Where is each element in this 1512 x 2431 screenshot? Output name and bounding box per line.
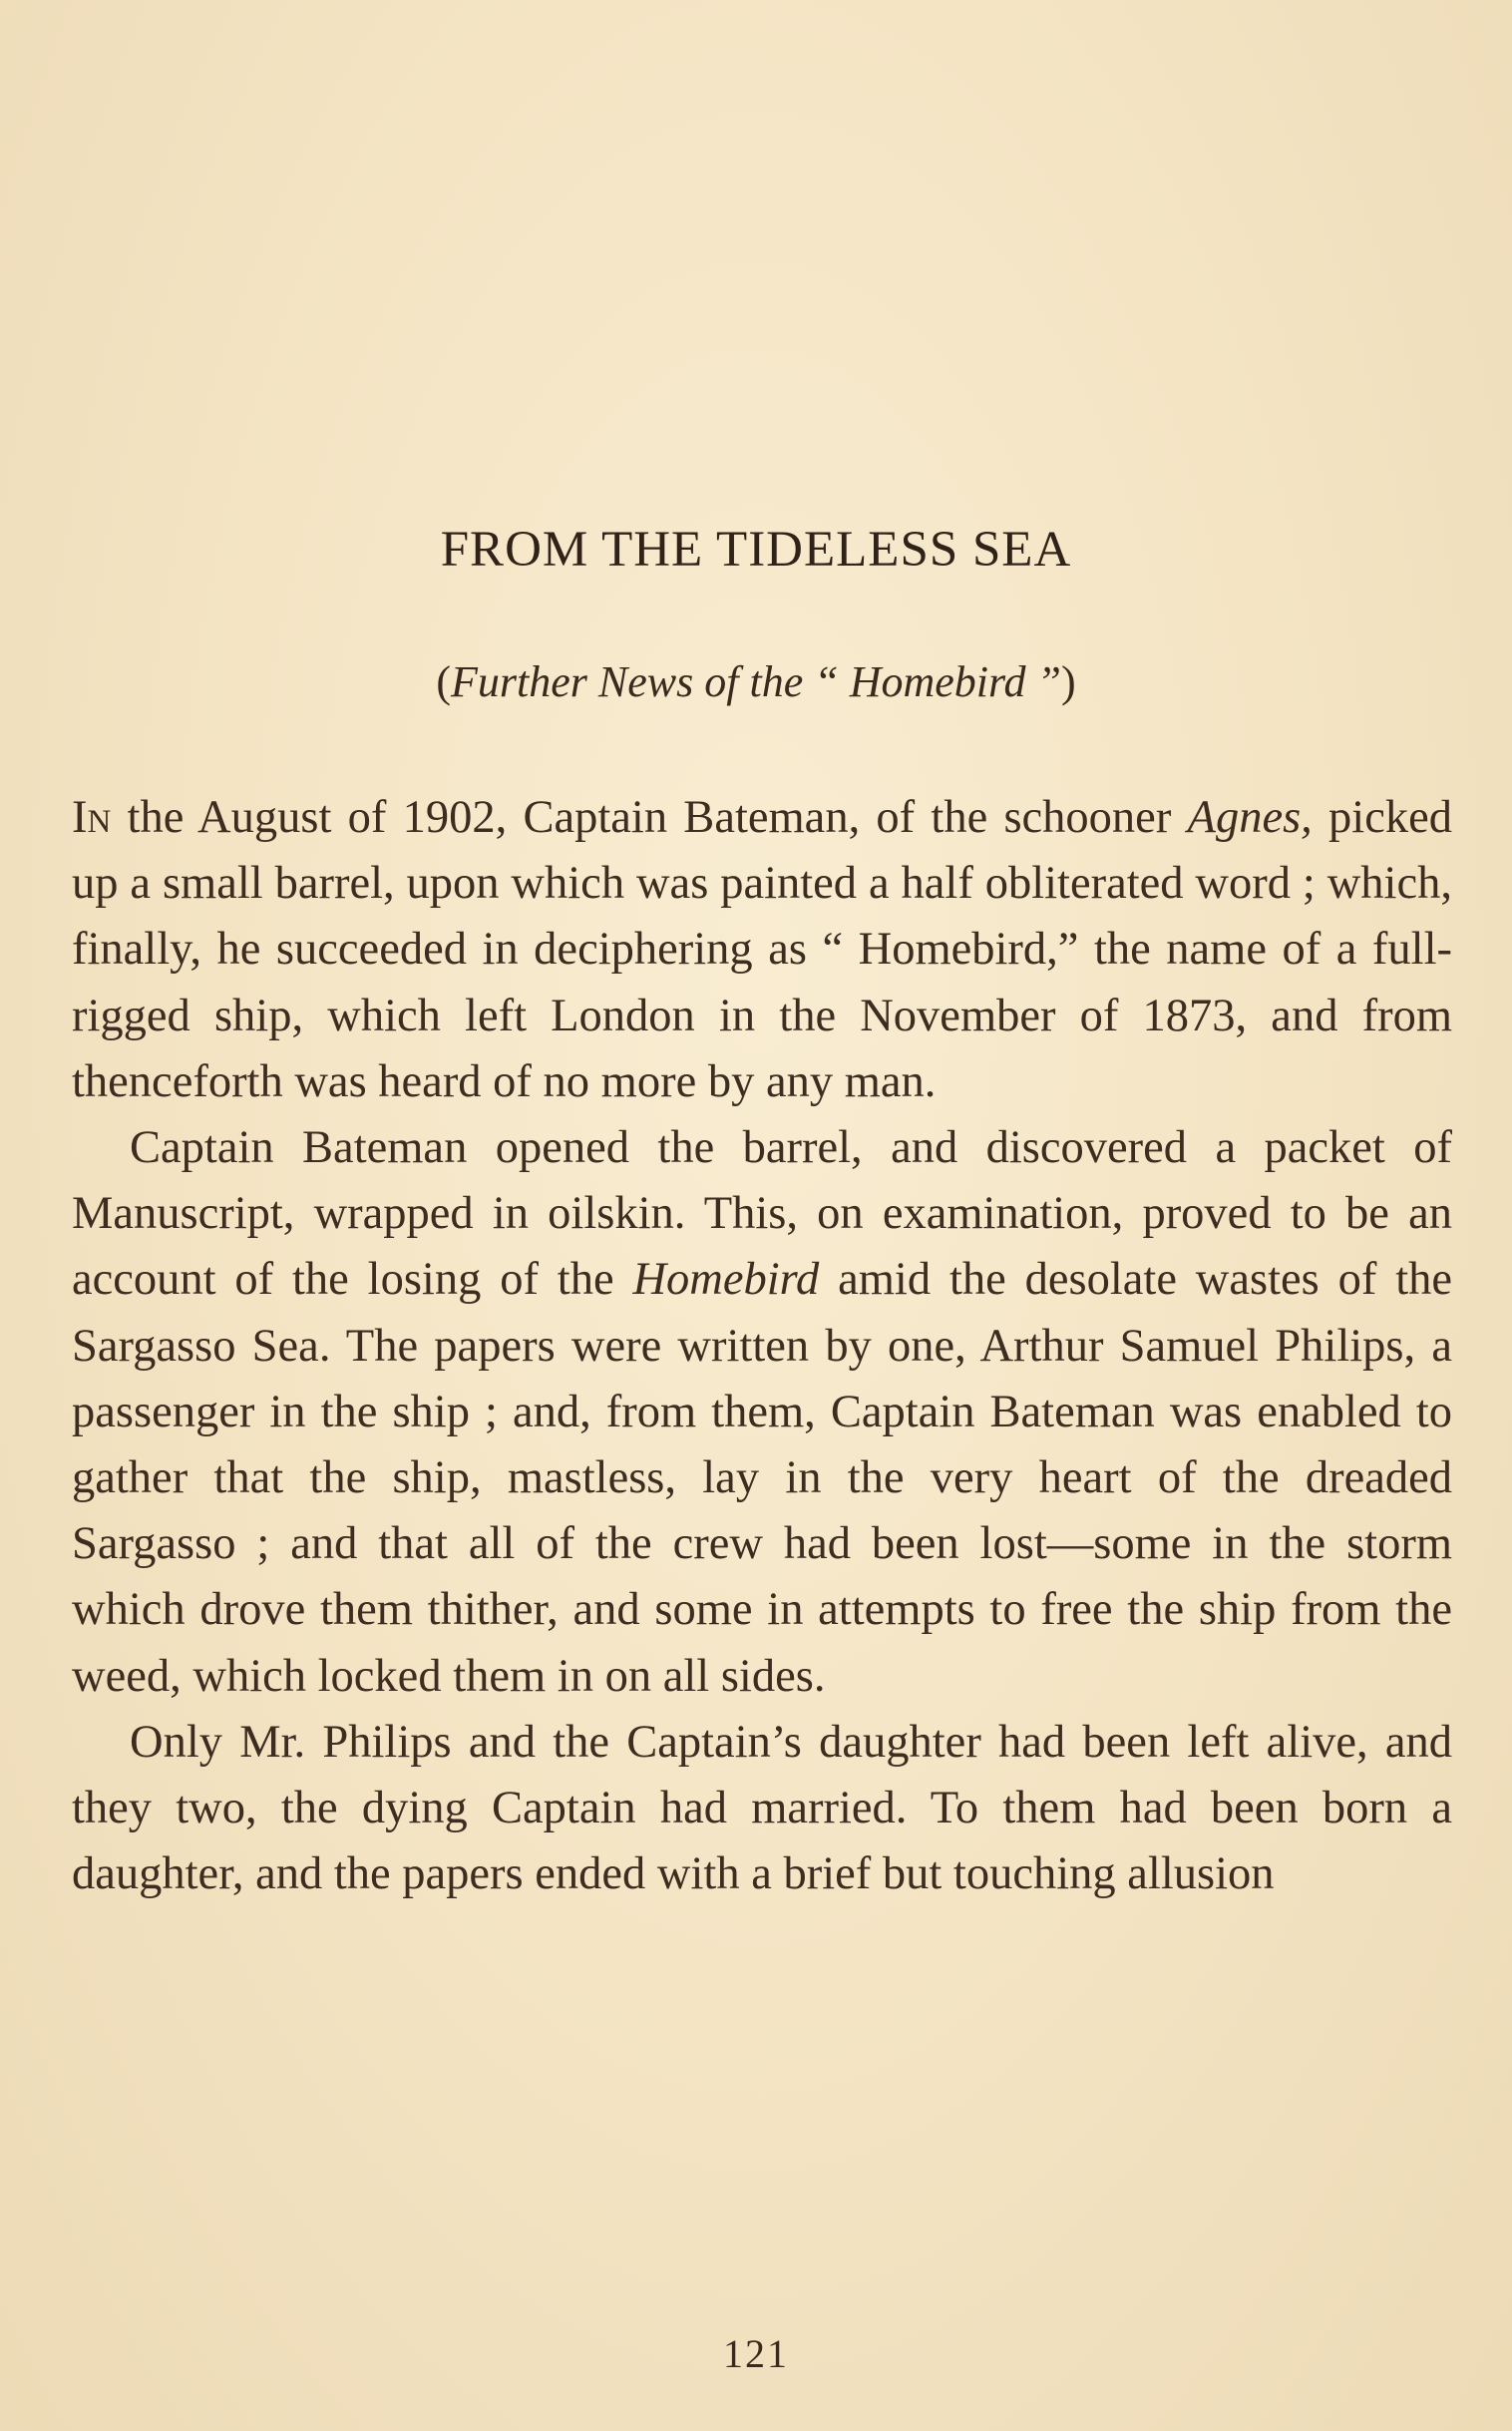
paragraph-segment: the August of 1902, Captain Bateman, of the schooner (111, 792, 1188, 843)
ship-name-homebird: Homebird (632, 1254, 820, 1306)
ship-name-agnes: Agnes, (1187, 792, 1313, 843)
paragraph-segment: amid the desolate wastes of the Sargasso Sea. The papers were written by one, Arthur Samuel Philips, a passenger in the ship ; and, from them, Captain Bateman was enabled to gather that the ship, mastless, lay in the very heart of the dreaded Sargasso ; and that all of the crew had been lost—some in the storm which drove them thither, and some in attempts to free the ship from the weed, which locked them in on all sides. (72, 1254, 1453, 1702)
chapter-subtitle (0, 656, 1512, 707)
paragraph-segment: Only Mr. Philips and the Captain’s daughter had been left alive, and they two, the dying Captain had married. To them had been born a daughter, and the papers ended with a brief but touching allusion (72, 1716, 1452, 1900)
paragraph-3 (72, 1710, 1452, 1908)
paragraph-segment: picked up a small barrel, upon which was painted a half obliterated word ; which, finally, he succeeded in deciphering as “ Homebird,” the name of a full-rigged ship, which left London in the November of 1873, and from thenceforth was heard of no more by any man. (72, 792, 1452, 1107)
chapter-title: FROM THE TIDELESS SEA (440, 522, 1072, 578)
subtitle-text: Further News of the “ Homebird ” (451, 657, 1061, 706)
paragraph-2 (72, 1115, 1452, 1710)
subtitle-close-paren: ) (1060, 657, 1076, 706)
paragraph-1 (72, 785, 1452, 1115)
paragraph-lead: In (72, 792, 112, 843)
body-text (72, 785, 1452, 1907)
subtitle-open-paren: ( (436, 657, 452, 706)
paragraph-segment: Captain Bateman opened the barrel, and discovered a packet of Manuscript, wrapped in oilskin. This, on examination, proved to be an account of the losing of the (72, 1122, 1452, 1306)
page-number: 121 (723, 2331, 789, 2376)
